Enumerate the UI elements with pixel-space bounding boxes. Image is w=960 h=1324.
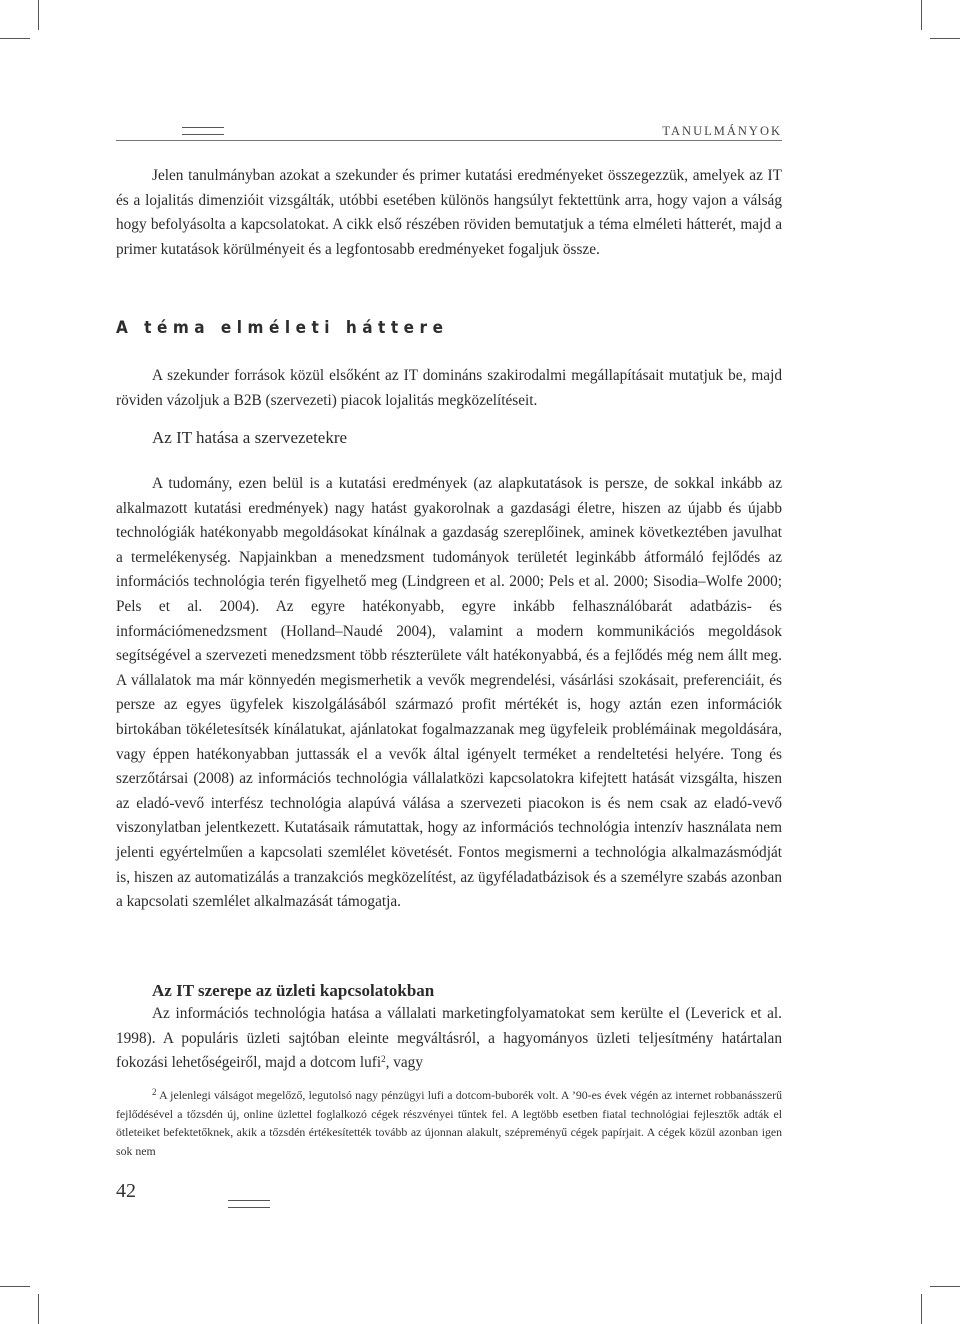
running-head: TANULMÁNYOK xyxy=(662,124,782,138)
section-title: A téma elméleti háttere xyxy=(116,318,449,338)
footnote xyxy=(116,1086,782,1160)
subsection-2-text: Az információs technológia hatása a vállalati marketingfolyamatokat sem kerülte el (Leverick et al. 1998). A populáris üzleti sajtóban eleinte megváltásról, a hagyományos üzleti teljesítmény határtalan fokozási lehetőségeiről, majd a dotcom lufi xyxy=(116,1005,782,1072)
subsection-2-block xyxy=(116,1002,782,1076)
subsection-1-paragraph: A tudomány, ezen belül is a kutatási eredmények (az alapkutatások is persze, de sokkal inkább az alkalmazott kutatási eredmények) nagy hatást gyakorolnak a gazdasági életre, hiszen az újabb és újabb technológiák hatékonyabb megoldásokat kínálnak a gazdaság szereplőinek, aminek következtében javulhat a termelékenység. Napjainkban a menedzsment tudományok területét leginkább átformáló fejlődés az információs technológia terén figyelhető meg (Lindgreen et al. 2000; Pels et al. 2000; Sisodia–Wolfe 2000; Pels et al. 2004). Az egyre hatékonyabb, egyre inkább felhasználóbarát adatbázis- és információmenedzsment (Holland–Naudé 2004), valamint a modern kommunikációs megoldások segítségével a szervezeti menedzsment több részterülete vált hatékonyabbá, és a fejlődés még nem állt meg. A vállalatok ma már könnyedén megismerhetik a vevők megrendelési, vásárlási szokásait, preferenciáit, és persze az egyes ügyfelek kiszolgálásából származó profit mértékét is, hogy aztán ezen információk birtokában tökéletesítsék kínálatukat, ajánlatokat fogalmazzanak meg ügyfeleik problémáinak megoldására, vagy éppen hatékonyabban juttassák el a vevők által igényelt terméket a rendeltetési helyére. Tong és szerzőtársai (2008) az információs technológia vállalatközi kapcsolatokra kifejtett hatását vizsgálta, hiszen az eladó-vevő interfész technológia alapúvá válása a szervezeti piacokon is és nem csak az eladó-vevő viszonylatban jelentkezett. Kutatásaik rámutattak, hogy az információs technológia intenzív használata nem jelenti egyértelműen a kapcsolati szemlélet követését. Fontos megismerni a technológia alkalmazásmódját is, hiszen az automatizálás a tranzakciós megközelítést, az ügyféladatbázisok és a személyre szabás azonban a kapcsolati szemlélet alkalmazását támogatja. xyxy=(116,475,782,911)
crop-mark xyxy=(921,1294,922,1324)
section-lead-paragraph: A szekunder források közül elsőként az IT domináns szakirodalmi megállapításait mutatjuk be, majd röviden vázoljuk a B2B (szervezeti) piacok lojalitás megközelítéseit. xyxy=(116,367,782,409)
crop-mark xyxy=(0,1286,30,1287)
subsection-2-paragraph xyxy=(116,1002,782,1076)
crop-mark xyxy=(921,0,922,30)
crop-mark xyxy=(38,0,39,30)
intro-paragraph: Jelen tanulmányban azokat a szekunder és primer kutatási eredményeket összegezzük, amelyek az IT és a lojalitás dimenzióit vizsgálták, utóbbi esetében különös hangsúlyt fektettünk arra, hogy vajon a válság hogy befolyásolta a kapcsolatokat. A cikk első részében röviden bemutatjuk a téma elméleti hátterét, majd a primer kutatások körülményeit és a legfontosabb eredményeket fogaljuk össze. xyxy=(116,167,782,258)
subsection-title-it-role: Az IT szerepe az üzleti kapcsolatokban xyxy=(152,981,435,1000)
page-number: 42 xyxy=(116,1180,136,1202)
footnote-reference: 2 xyxy=(381,1054,386,1065)
crop-mark xyxy=(0,38,30,39)
header-ornament xyxy=(182,127,224,135)
intro-block xyxy=(116,164,782,262)
crop-mark xyxy=(38,1294,39,1324)
subsection-1-block xyxy=(116,472,782,915)
footnote-text: A jelenlegi válságot megelőző, legutolsó nagy pénzügyi lufi a dotcom-buborék volt. A ’90-es évek végén az internet robbanásszerű fejlődésével a tőzsdén új, online üzlettel foglalkozó cégek részvényei tűntek fel. A legtöbb esetben fiatal technológiai fejlesztők adták el ötleteiket befektetőknek, akik a tőzsdén értékesítették tovább az újonnan alakult, szépreményű cégek papírjait. A cégek közül azonban igen sok nem xyxy=(116,1088,782,1158)
header-rule xyxy=(116,140,782,141)
footer-ornament xyxy=(228,1200,270,1208)
footnote-paragraph xyxy=(116,1086,782,1160)
subsection-2-tail: , vagy xyxy=(385,1054,423,1072)
footnote-marker: 2 xyxy=(152,1087,157,1097)
crop-mark xyxy=(930,1286,960,1287)
subsection-title-it-impact: Az IT hatása a szervezetekre xyxy=(152,428,348,447)
section-lead-block xyxy=(116,364,782,413)
crop-mark xyxy=(930,38,960,39)
